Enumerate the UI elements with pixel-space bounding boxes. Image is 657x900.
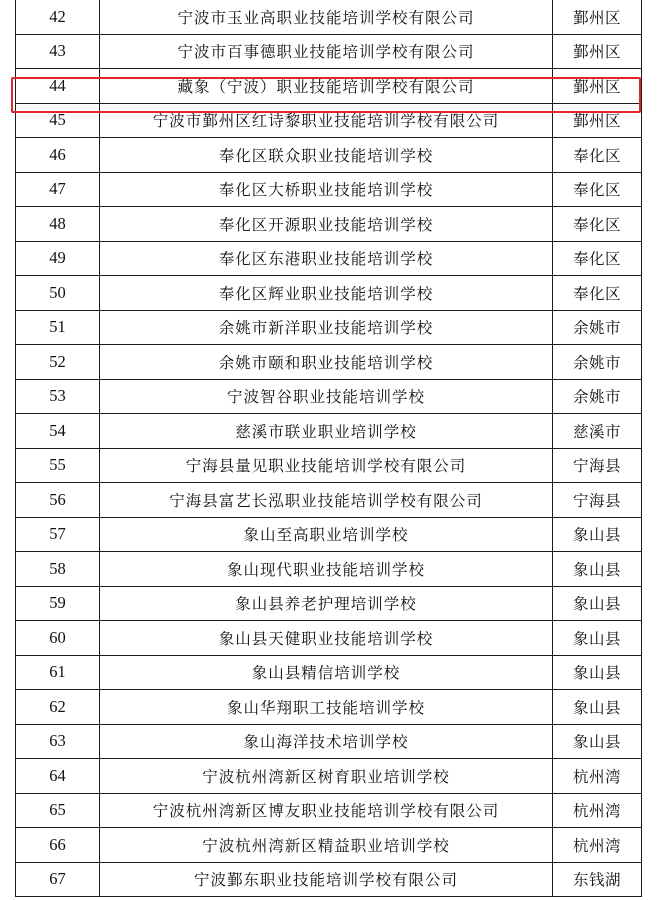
- school-name-cell: 奉化区联众职业技能培训学校: [100, 138, 553, 173]
- district-cell: 奉化区: [553, 241, 642, 276]
- table-row: [16, 241, 642, 276]
- district-cell: 奉化区: [553, 276, 642, 311]
- table-row: [16, 759, 642, 794]
- district-cell: 鄞州区: [553, 69, 642, 104]
- district-cell: 慈溪市: [553, 414, 642, 449]
- training-school-table: [15, 0, 642, 897]
- school-name-cell: 宁波杭州湾新区博友职业技能培训学校有限公司: [100, 793, 553, 828]
- school-name-cell: 象山县养老护理培训学校: [100, 586, 553, 621]
- row-number-cell: 42: [16, 0, 100, 34]
- school-name-cell: 余姚市颐和职业技能培训学校: [100, 345, 553, 380]
- district-cell: 余姚市: [553, 379, 642, 414]
- district-cell: 鄞州区: [553, 34, 642, 69]
- school-name-cell: 宁波杭州湾新区树育职业培训学校: [100, 759, 553, 794]
- document-page: [15, 0, 641, 896]
- table-row: [16, 517, 642, 552]
- row-number-cell: 57: [16, 517, 100, 552]
- row-number-cell: 60: [16, 621, 100, 656]
- school-name-cell: 象山县天健职业技能培训学校: [100, 621, 553, 656]
- table-row: [16, 69, 642, 104]
- district-cell: 象山县: [553, 586, 642, 621]
- row-number-cell: 61: [16, 655, 100, 690]
- row-number-cell: 48: [16, 207, 100, 242]
- school-name-cell: 奉化区开源职业技能培训学校: [100, 207, 553, 242]
- row-number-cell: 64: [16, 759, 100, 794]
- row-number-cell: 45: [16, 103, 100, 138]
- table-row: [16, 552, 642, 587]
- table-row: [16, 276, 642, 311]
- table-row: [16, 793, 642, 828]
- table-row: [16, 621, 642, 656]
- school-name-cell: 奉化区东港职业技能培训学校: [100, 241, 553, 276]
- school-name-cell: 象山华翔职工技能培训学校: [100, 690, 553, 725]
- row-number-cell: 54: [16, 414, 100, 449]
- table-row: [16, 690, 642, 725]
- table-row: [16, 862, 642, 897]
- row-number-cell: 67: [16, 862, 100, 897]
- row-number-cell: 59: [16, 586, 100, 621]
- district-cell: 余姚市: [553, 310, 642, 345]
- table-row: [16, 34, 642, 69]
- row-number-cell: 55: [16, 448, 100, 483]
- school-name-cell: 象山海洋技术培训学校: [100, 724, 553, 759]
- district-cell: 象山县: [553, 724, 642, 759]
- district-cell: 鄞州区: [553, 103, 642, 138]
- school-name-cell: 宁波市玉业高职业技能培训学校有限公司: [100, 0, 553, 34]
- table-row: [16, 483, 642, 518]
- school-name-cell: 象山现代职业技能培训学校: [100, 552, 553, 587]
- row-number-cell: 66: [16, 828, 100, 863]
- district-cell: 杭州湾: [553, 793, 642, 828]
- row-number-cell: 49: [16, 241, 100, 276]
- district-cell: 余姚市: [553, 345, 642, 380]
- row-number-cell: 43: [16, 34, 100, 69]
- district-cell: 象山县: [553, 690, 642, 725]
- district-cell: 宁海县: [553, 483, 642, 518]
- row-number-cell: 44: [16, 69, 100, 104]
- district-cell: 宁海县: [553, 448, 642, 483]
- district-cell: 杭州湾: [553, 828, 642, 863]
- school-name-cell: 宁海县量见职业技能培训学校有限公司: [100, 448, 553, 483]
- school-name-cell: 象山县精信培训学校: [100, 655, 553, 690]
- row-number-cell: 56: [16, 483, 100, 518]
- school-name-cell: 宁海县富艺长泓职业技能培训学校有限公司: [100, 483, 553, 518]
- school-name-cell: 宁波杭州湾新区精益职业培训学校: [100, 828, 553, 863]
- row-number-cell: 51: [16, 310, 100, 345]
- school-name-cell: 宁波市百事德职业技能培训学校有限公司: [100, 34, 553, 69]
- table-row: [16, 207, 642, 242]
- table-row: [16, 310, 642, 345]
- school-name-cell: 象山至高职业培训学校: [100, 517, 553, 552]
- table-row: [16, 414, 642, 449]
- row-number-cell: 46: [16, 138, 100, 173]
- district-cell: 鄞州区: [553, 0, 642, 34]
- row-number-cell: 50: [16, 276, 100, 311]
- school-name-cell: 宁波智谷职业技能培训学校: [100, 379, 553, 414]
- district-cell: 奉化区: [553, 172, 642, 207]
- school-name-cell: 藏象（宁波）职业技能培训学校有限公司: [100, 69, 553, 104]
- district-cell: 象山县: [553, 655, 642, 690]
- row-number-cell: 63: [16, 724, 100, 759]
- school-name-cell: 余姚市新洋职业技能培训学校: [100, 310, 553, 345]
- school-name-cell: 奉化区辉业职业技能培训学校: [100, 276, 553, 311]
- row-number-cell: 52: [16, 345, 100, 380]
- row-number-cell: 65: [16, 793, 100, 828]
- school-name-cell: 奉化区大桥职业技能培训学校: [100, 172, 553, 207]
- row-number-cell: 58: [16, 552, 100, 587]
- school-name-cell: 宁波市鄞州区红诗黎职业技能培训学校有限公司: [100, 103, 553, 138]
- table-body: [16, 0, 642, 897]
- table-row: [16, 655, 642, 690]
- table-row: [16, 103, 642, 138]
- table-row: [16, 586, 642, 621]
- table-row: [16, 448, 642, 483]
- district-cell: 象山县: [553, 621, 642, 656]
- table-row: [16, 172, 642, 207]
- district-cell: 象山县: [553, 552, 642, 587]
- row-number-cell: 62: [16, 690, 100, 725]
- table-row: [16, 828, 642, 863]
- school-name-cell: 宁波鄞东职业技能培训学校有限公司: [100, 862, 553, 897]
- row-number-cell: 47: [16, 172, 100, 207]
- district-cell: 东钱湖: [553, 862, 642, 897]
- district-cell: 杭州湾: [553, 759, 642, 794]
- row-number-cell: 53: [16, 379, 100, 414]
- table-row: [16, 138, 642, 173]
- table-row: [16, 724, 642, 759]
- table-row: [16, 0, 642, 34]
- table-row: [16, 345, 642, 380]
- school-name-cell: 慈溪市联业职业培训学校: [100, 414, 553, 449]
- district-cell: 奉化区: [553, 207, 642, 242]
- district-cell: 奉化区: [553, 138, 642, 173]
- table-row: [16, 379, 642, 414]
- district-cell: 象山县: [553, 517, 642, 552]
